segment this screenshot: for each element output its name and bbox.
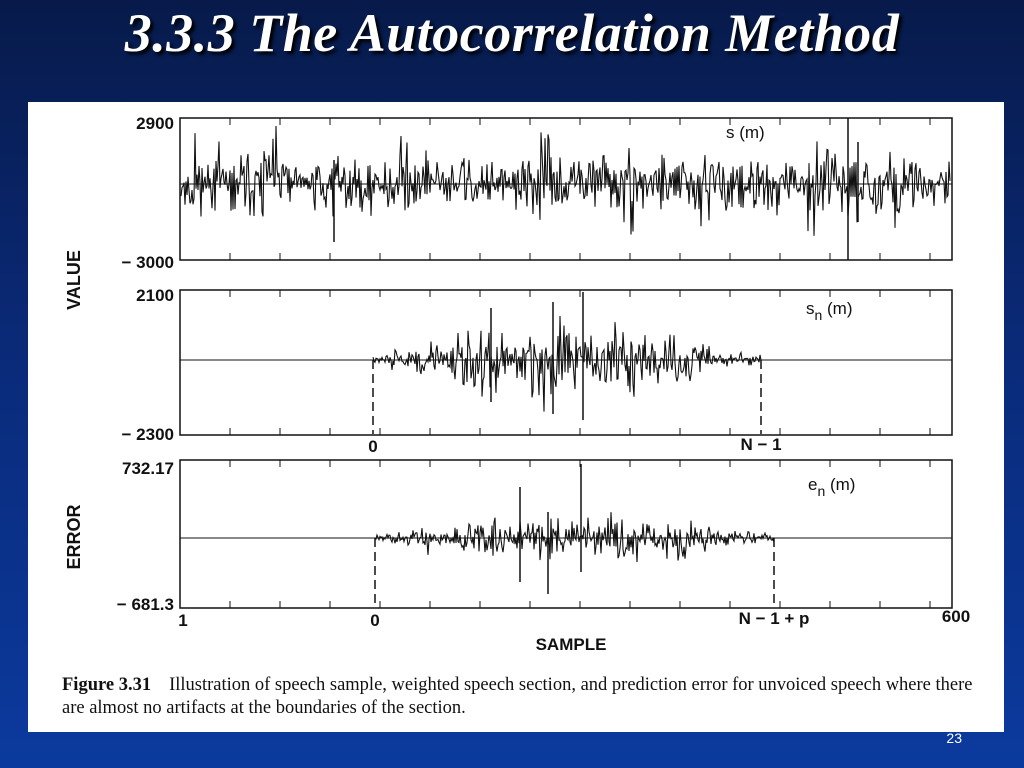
slide-title: 3.3.3 The Autocorrelation Method — [124, 3, 900, 63]
waveform-line — [373, 316, 761, 412]
caption-text: Illustration of speech sample, weighted speech section, and prediction error for unvoiced speech where there are almost no artifacts at the boundaries of the section. — [62, 675, 973, 718]
x-axis-label: SAMPLE — [535, 635, 607, 654]
waveform-line — [181, 126, 950, 236]
x-tick-label-0: 0 — [370, 611, 380, 630]
waveform-line — [375, 512, 774, 562]
panel-bottom — [117, 459, 970, 654]
panel-bottom-waveform — [375, 464, 774, 594]
marker-label-n-minus-1: N − 1 — [740, 435, 782, 454]
panel-middle-waveform — [373, 292, 761, 420]
tick-label-bottom-max: 732.17 — [122, 459, 174, 478]
figure-panel — [28, 102, 1004, 732]
tick-label-middle-max: 2100 — [136, 286, 174, 305]
x-tick-label-1: 1 — [178, 611, 188, 630]
tick-label-top-max: 2900 — [136, 114, 174, 133]
tick-label-bottom-min: − 681.3 — [116, 595, 174, 614]
y-axis-label-value: VALUE — [64, 250, 84, 310]
series-label-s: s (m) — [726, 123, 765, 142]
figure-caption — [62, 674, 992, 720]
x-tick-label-n-minus-1-plus-p: N − 1 + p — [738, 609, 810, 628]
speech-chart — [28, 102, 1004, 732]
page-number: 23 — [946, 730, 962, 746]
tick-label-middle-min: − 2300 — [121, 425, 174, 444]
caption-label: Figure 3.31 — [62, 675, 152, 695]
series-label-sn: $s_n$ (m) — [806, 299, 853, 323]
y-axis-label-error: ERROR — [64, 504, 84, 570]
panel-top — [122, 114, 952, 272]
panel-middle — [122, 286, 952, 456]
series-label-en: $e_n$ (m) — [808, 475, 856, 499]
tick-label-top-min: − 3000 — [121, 253, 174, 272]
marker-label-zero: 0 — [368, 437, 378, 456]
panel-top-waveform — [181, 118, 950, 260]
x-tick-label-600: 600 — [941, 607, 971, 626]
